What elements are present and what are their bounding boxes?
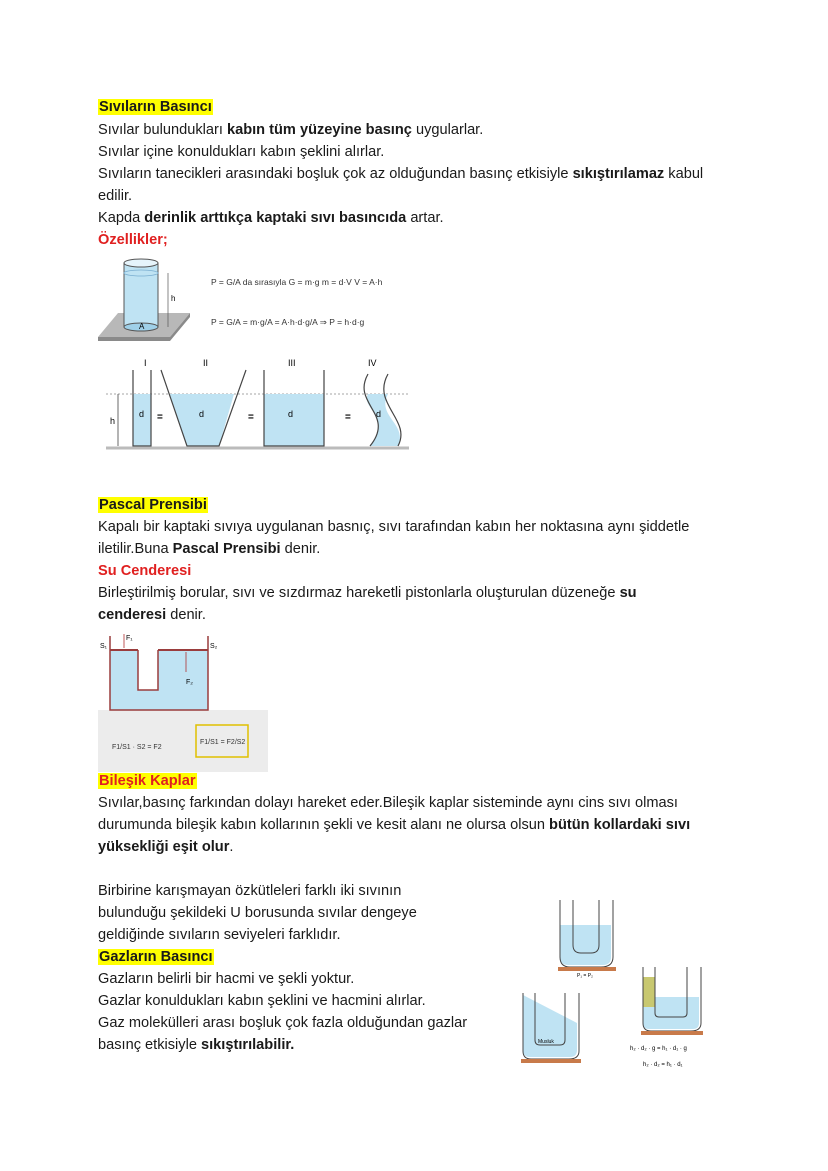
- text-line: yüksekliği eşit olur.: [98, 839, 234, 855]
- equation-2: h₂ · d₂ = h₁ · d₁: [643, 1062, 683, 1068]
- press-water: [110, 650, 208, 710]
- f1-label: F₁: [126, 635, 133, 642]
- subheading-hydraulic-press: Su Cenderesi: [98, 563, 192, 579]
- vessel-ii-water: [169, 394, 234, 446]
- h-label: h: [110, 416, 116, 426]
- label-iv: IV: [368, 358, 377, 368]
- hydraulic-press-figure: [98, 628, 268, 772]
- p-eq-label: P₁ = P₂: [577, 973, 593, 979]
- section-title-pascal: Pascal Prensibi: [99, 497, 207, 513]
- text-line: Birleştirilmiş borular, sıvı ve sızdırmaz hareketli pistonlarla oluşturulan düzeneğe su: [98, 585, 637, 601]
- text-line: cenderesi denir.: [98, 607, 206, 623]
- formula-2: P = G/A = m·g/A = A·h·d·g/A ⇒ P = h·d·g: [211, 317, 365, 327]
- label-iii: III: [288, 358, 296, 368]
- cylinder-top: [124, 259, 158, 267]
- equation-1: F1/S1 · S2 = F2: [112, 744, 162, 751]
- text-line: Sıvılar bulundukları kabın tüm yüzeyine basınç uygularlar.: [98, 122, 484, 138]
- text-line: Gazların belirli bir hacmi ve şekli yoktur.: [98, 971, 355, 987]
- text-line: durumunda bileşik kabın kollarının şekli ve kesit alanı ne olursa olsun bütün kollardaki sıvı: [98, 817, 691, 833]
- text-line: Sıvılar,basınç farkından dolayı hareket eder.Bileşik kaplar sisteminde aynı cins sıvı olması: [98, 795, 678, 811]
- u-tube-figures: [515, 895, 715, 1075]
- section-title-communicating-vessels: Bileşik Kaplar: [99, 773, 196, 789]
- u-tube-1-base: [558, 967, 616, 971]
- text-line: Birbirine karışmayan özkütleleri farklı iki sıvının: [98, 883, 402, 899]
- u-tube-3-base: [641, 1031, 703, 1035]
- d-label: d: [199, 409, 205, 419]
- a-label: A: [139, 322, 145, 331]
- d-label: d: [139, 409, 145, 419]
- text-line: bulunduğu şekildeki U borusunda sıvılar dengeye: [98, 905, 417, 921]
- h-label: h: [171, 294, 176, 303]
- f2-label: F₂: [186, 679, 193, 686]
- text-line: edilir.: [98, 188, 133, 204]
- vessel-shapes-figure: [106, 354, 411, 456]
- equation-1: h₂ · d₂ · g = h₁ · d₁ · g: [630, 1046, 687, 1052]
- text-line: Gazlar konuldukları kabın şeklini ve hacmini alırlar.: [98, 993, 426, 1009]
- text-line: Sıvılar içine konuldukları kabın şeklini alırlar.: [98, 144, 385, 160]
- vessel-iii-water: [264, 394, 324, 446]
- s1-label: S₁: [100, 643, 108, 650]
- text-line: Sıvıların tanecikleri arasındaki boşluk çok az olduğundan basınç etkisiyle sıkıştırılamaz kabul: [98, 166, 704, 182]
- text-line: iletilir.Buna Pascal Prensibi denir.: [98, 541, 321, 557]
- section-title-gas-pressure: Gazların Basıncı: [99, 949, 213, 965]
- text-line: basınç etkisiyle sıkıştırılabilir.: [98, 1037, 295, 1053]
- label-ii: II: [203, 358, 209, 368]
- section-title-liquid-pressure: Sıvıların Basıncı: [99, 99, 212, 115]
- vessel-i-water: [133, 394, 151, 446]
- label-i: I: [144, 358, 147, 368]
- equals: =: [345, 412, 351, 423]
- u-tube-2-base: [521, 1059, 581, 1063]
- u-tube-2-water: [523, 995, 577, 1057]
- text-line: Gaz molekülleri arası boşluk çok fazla olduğundan gazlar: [98, 1015, 468, 1031]
- u-tube-1-water: [560, 925, 611, 965]
- text-line: geldiğinde sıvıların seviyeleri farklıdır.: [98, 927, 341, 943]
- text-line: Kapda derinlik arttıkça kaptaki sıvı basıncıda artar.: [98, 210, 444, 226]
- cylinder-body: [124, 263, 158, 327]
- s2-label: S₂: [210, 643, 218, 650]
- valve-label: Musluk: [538, 1039, 554, 1045]
- equals: =: [248, 412, 254, 423]
- text-line: Kapalı bir kaptaki sıvıya uygulanan basnıç, sıvı tarafından kabın her noktasına aynı şiddetle: [98, 519, 690, 535]
- equation-2: F1/S1 = F2/S2: [200, 739, 246, 746]
- formula-1: P = G/A da sırasıyla G = m·g m = d·V V = A·h: [211, 277, 383, 287]
- d-label: d: [376, 409, 382, 419]
- equals: =: [157, 412, 163, 423]
- cylinder-pressure-figure: [98, 253, 428, 341]
- second-liquid: [643, 977, 655, 1007]
- d-label: d: [288, 409, 294, 419]
- vessel-iv-water: [367, 394, 400, 446]
- features-heading: Özellikler;: [98, 232, 168, 248]
